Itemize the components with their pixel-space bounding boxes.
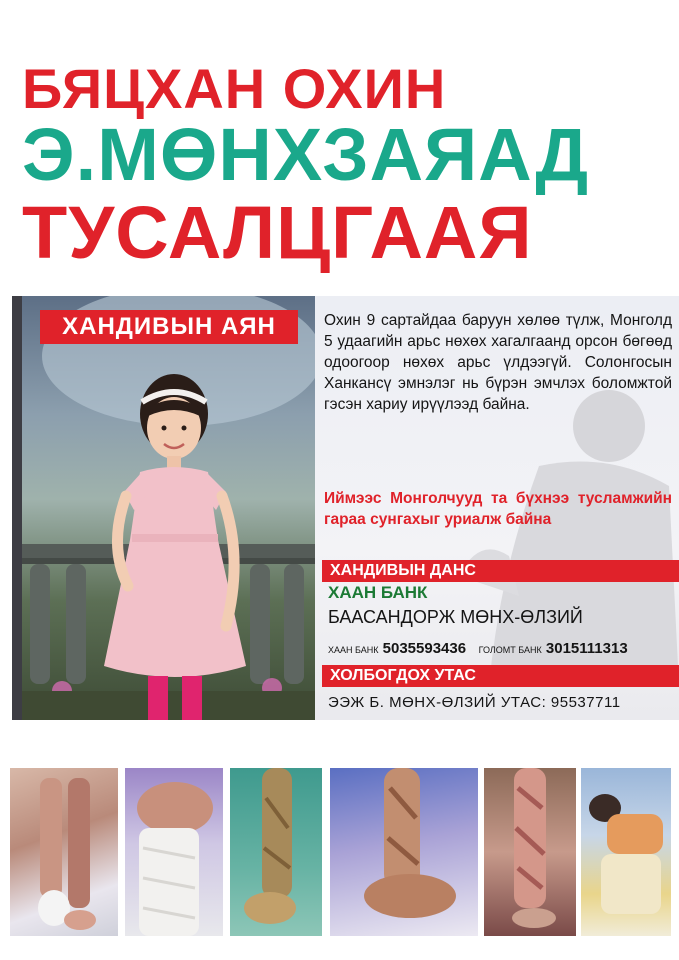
left-edge-band [12,296,22,720]
bank-name: ХААН БАНК [328,583,428,602]
golomt-account-number: 3015111313 [545,640,628,657]
injury-photo-2 [125,768,223,936]
info-panel [12,296,679,720]
headline-name: Э.МӨНХЗАЯАД [22,113,590,196]
contact-phone: ЭЭЖ Б. МӨНХ-ӨЛЗИЙ УТАС: 95537711 [328,694,621,711]
donation-account-header: ХАНДИВЫН ДАНС [322,560,679,582]
khan-bank-label: ХААН БАНК [328,645,379,655]
golomt-bank-label: ГОЛОМТ БАНК [478,645,542,655]
injury-photo-5 [484,768,576,936]
appeal-text: Иймээс Монголчууд та бүхнээ тусламжийн гараа сунгахыг уриалж байна [324,490,672,528]
injury-photo-1 [10,768,118,936]
injury-photo-3 [230,768,322,936]
khan-account-number: 5035593436 [382,640,467,657]
contact-header: ХОЛБОГДОХ УТАС [322,665,679,687]
girl-photo [22,296,315,720]
campaign-label: ХАНДИВЫН АЯН [40,310,298,344]
story-text: Охин 9 сартайдаа баруун хөлөө түлж, Монголд 5 удаагийн арьс нөхөх хагалгаанд орсон бөгөөд одоогоор нөхөх арьс үлдээгүй. Солонгосын Ханкансү эмнэлэг нь бүрэн эмчлэх боломжтой гэсэн хариу ирүүлээд байна. [324,312,672,413]
headline-line-3: ТУСАЛЦГААЯ [22,191,533,274]
account-numbers [328,640,628,657]
account-holder: БААСАНДОРЖ МӨНХ-ӨЛЗИЙ [328,607,583,627]
injury-photo-4 [330,768,478,936]
headline-line-1: БЯЦХАН ОХИН [22,57,447,120]
injury-photo-6 [581,768,671,936]
